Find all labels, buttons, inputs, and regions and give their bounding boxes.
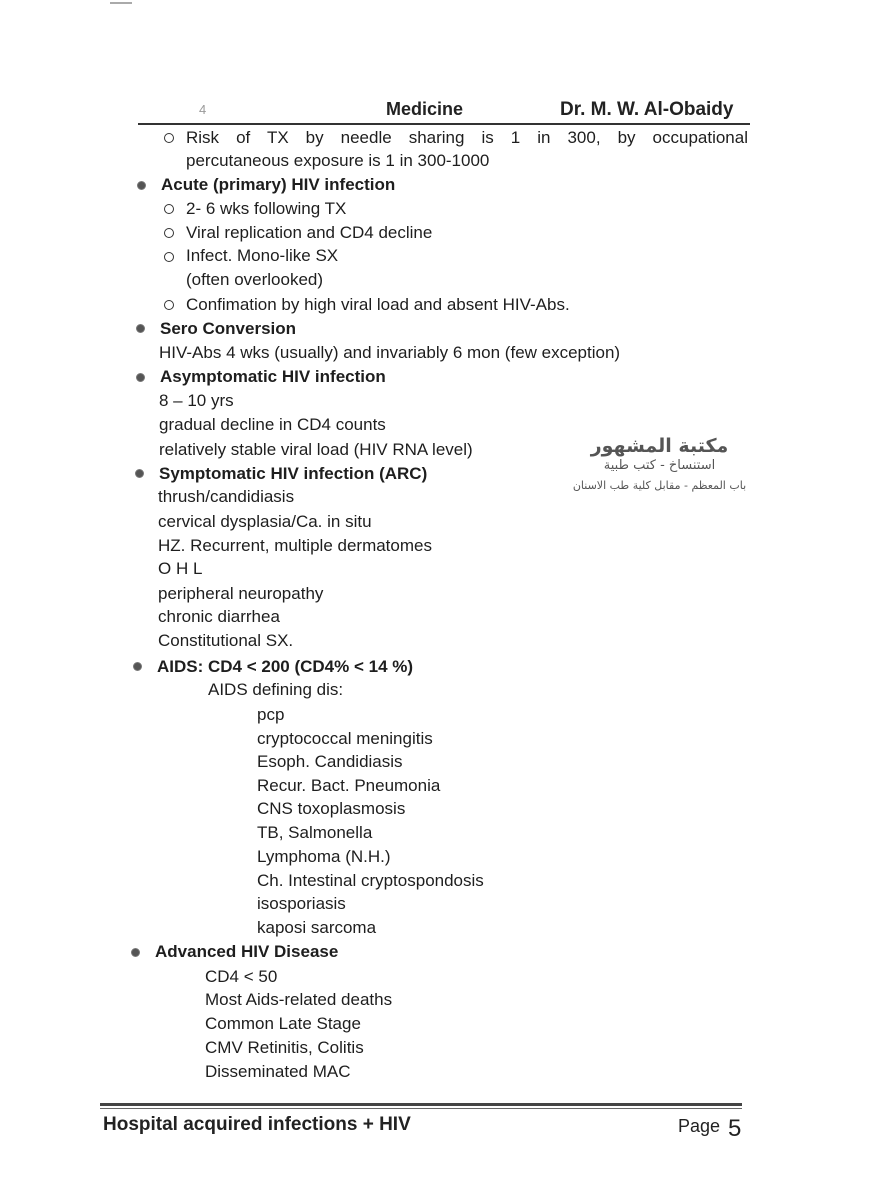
bullet [135,469,144,478]
symptomatic-line: peripheral neuropathy [158,584,324,603]
scan-mark [110,2,132,4]
symptomatic-line: thrush/candidiasis [158,487,295,506]
acute-item: 2- 6 wks following TX [186,199,347,218]
acute-item: Confimation by high viral load and absent HIV-Abs. [186,295,570,314]
stamp-line: باب المعظم - مقابل كلية طب الاسنان [572,479,747,492]
risk-line-1: Risk of TX by needle sharing is 1 in 300, by occupational [186,128,748,147]
aids-defining-item: TB, Salmonella [257,823,373,842]
sub-bullet [164,300,174,310]
acute-item: (often overlooked) [186,270,324,289]
advanced-line: CMV Retinitis, Colitis [205,1038,364,1057]
footer-rule-thick [100,1103,742,1106]
aids-defining-item: kaposi sarcoma [257,918,377,937]
sero-heading: Sero Conversion [160,319,297,338]
advanced-heading: Advanced HIV Disease [155,942,339,961]
aids-defining-label: AIDS defining dis: [208,680,344,699]
bullet [136,373,145,382]
header-subject: Medicine [386,99,464,119]
aids-defining-item: pcp [257,705,285,724]
symptomatic-line: cervical dysplasia/Ca. in situ [158,512,372,531]
asymptomatic-line: 8 – 10 yrs [159,391,234,410]
asymptomatic-line: relatively stable viral load (HIV RNA level) [159,440,473,459]
advanced-line: Common Late Stage [205,1014,361,1033]
header-page-marker: 4 [199,102,207,117]
acute-heading: Acute (primary) HIV infection [161,175,396,194]
asymptomatic-heading: Asymptomatic HIV infection [160,367,386,386]
symptomatic-line: O H L [158,559,203,578]
symptomatic-line: Constitutional SX. [158,631,294,650]
sub-bullet [164,204,174,214]
header-rule [138,123,750,125]
advanced-line: Disseminated MAC [205,1062,351,1081]
aids-defining-item: Lymphoma (N.H.) [257,847,391,866]
aids-defining-item: CNS toxoplasmosis [257,799,406,818]
acute-item: Viral replication and CD4 decline [186,223,433,242]
stamp-line: مكتبة المشهور [590,435,729,457]
risk-line-2: percutaneous exposure is 1 in 300-1000 [186,151,490,170]
sub-bullet [164,133,174,143]
advanced-line: Most Aids-related deaths [205,990,393,1009]
bullet [136,324,145,333]
aids-defining-item: Ch. Intestinal cryptospondosis [257,871,484,890]
footer-title: Hospital acquired infections + HIV [103,1114,411,1135]
footer-rule-thin [100,1108,742,1109]
symptomatic-line: HZ. Recurrent, multiple dermatomes [158,536,432,555]
footer-page-number: 5 [728,1115,742,1142]
stamp-line: استنساخ - كتب طبية [603,458,716,473]
sero-text: HIV-Abs 4 wks (usually) and invariably 6 mon (few exception) [159,343,621,362]
header-author: Dr. M. W. Al-Obaidy [560,99,734,120]
advanced-line: CD4 < 50 [205,967,278,986]
asymptomatic-line: gradual decline in CD4 counts [159,415,386,434]
bullet [137,181,146,190]
bullet [131,948,140,957]
aids-defining-item: Esoph. Candidiasis [257,752,403,771]
symptomatic-line: chronic diarrhea [158,607,280,626]
aids-heading: AIDS: CD4 < 200 (CD4% < 14 %) [157,657,414,676]
symptomatic-heading: Symptomatic HIV infection (ARC) [159,464,428,483]
acute-item: Infect. Mono-like SX [186,246,339,265]
bullet [133,662,142,671]
footer-page-label: Page [678,1116,721,1136]
aids-defining-item: cryptococcal meningitis [257,729,433,748]
aids-defining-item: isosporiasis [257,894,346,913]
aids-defining-item: Recur. Bact. Pneumonia [257,776,441,795]
sub-bullet [164,228,174,238]
bookshop-stamp [552,436,767,506]
sub-bullet [164,252,174,262]
